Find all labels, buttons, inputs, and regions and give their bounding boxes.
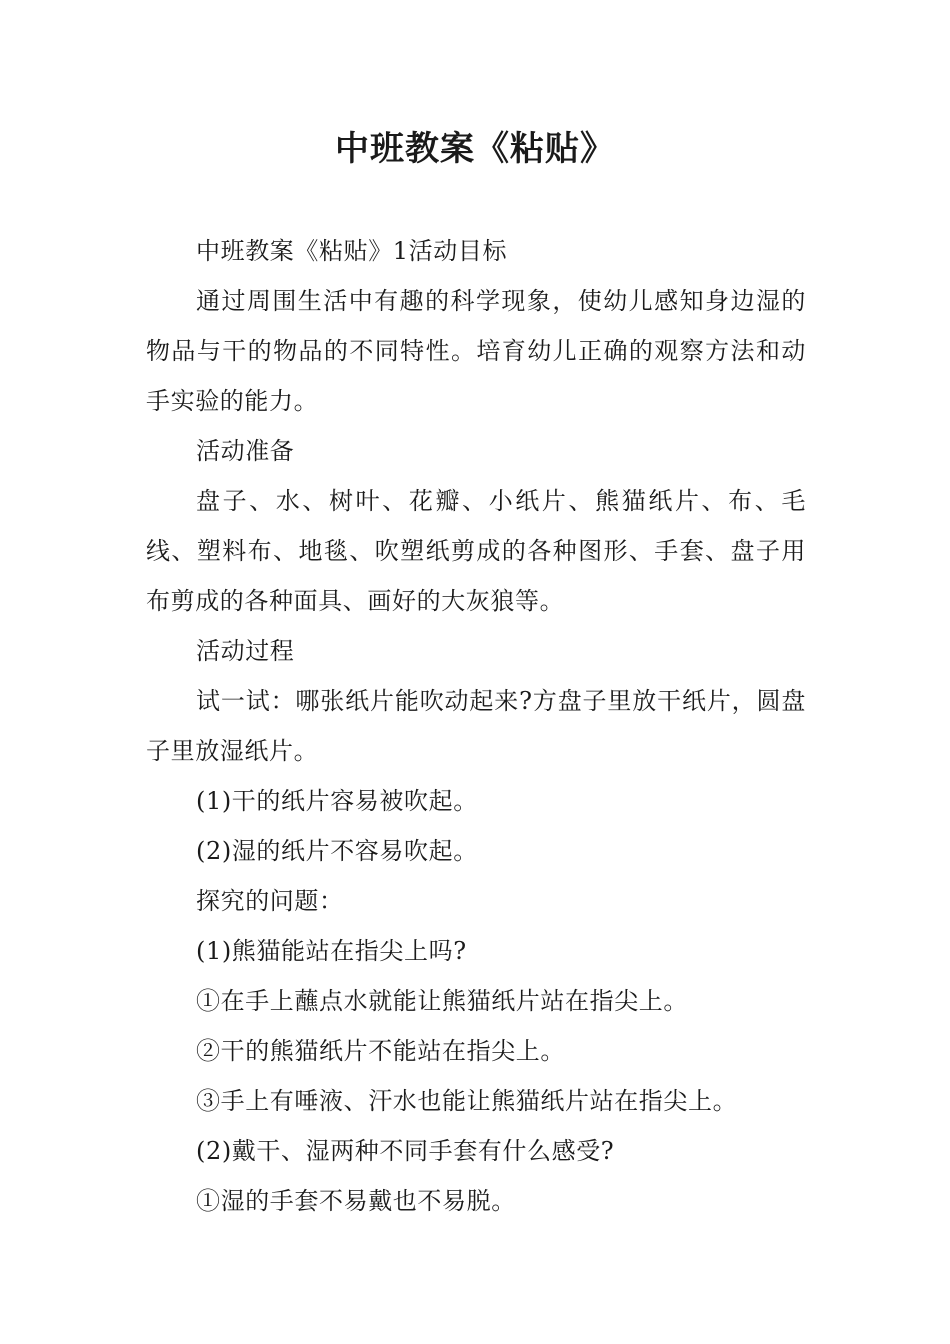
document-body (146, 226, 806, 1226)
paragraph-dry-paper: (1)干的纸片容易被吹起。 (196, 787, 478, 815)
paragraph-answer-1-1: ①在手上蘸点水就能让熊猫纸片站在指尖上。 (196, 987, 688, 1015)
paragraph-process-heading: 活动过程 (196, 637, 295, 665)
paragraph-answer-2-1: ①湿的手套不易戴也不易脱。 (196, 1187, 516, 1215)
paragraph-activity-goal: 通过周围生活中有趣的科学现象，使幼儿感知身边湿的物品与干的物品的不同特性。培育幼儿正确的观察方法和动手实验的能力。 (146, 287, 806, 415)
document-title: 中班教案《粘贴》 (335, 129, 615, 169)
paragraph-try: 试一试：哪张纸片能吹动起来?方盘子里放干纸片，圆盘子里放湿纸片。 (146, 687, 806, 765)
paragraph-answer-1-3: ③手上有唾液、汗水也能让熊猫纸片站在指尖上。 (196, 1087, 738, 1115)
paragraph-preparation-heading: 活动准备 (196, 437, 295, 465)
paragraph-activity-goal-heading: 中班教案《粘贴》1活动目标 (196, 237, 508, 265)
paragraph-question-2: (2)戴干、湿两种不同手套有什么感受? (196, 1137, 615, 1165)
paragraph-questions-heading: 探究的问题： (196, 887, 344, 915)
paragraph-wet-paper: (2)湿的纸片不容易吹起。 (196, 837, 478, 865)
paragraph-answer-1-2: ②干的熊猫纸片不能站在指尖上。 (196, 1037, 565, 1065)
paragraph-question-1: (1)熊猫能站在指尖上吗? (196, 937, 467, 965)
paragraph-preparation: 盘子、水、树叶、花瓣、小纸片、熊猫纸片、布、毛线、塑料布、地毯、吹塑纸剪成的各种图形、手套、盘子用布剪成的各种面具、画好的大灰狼等。 (146, 487, 806, 615)
